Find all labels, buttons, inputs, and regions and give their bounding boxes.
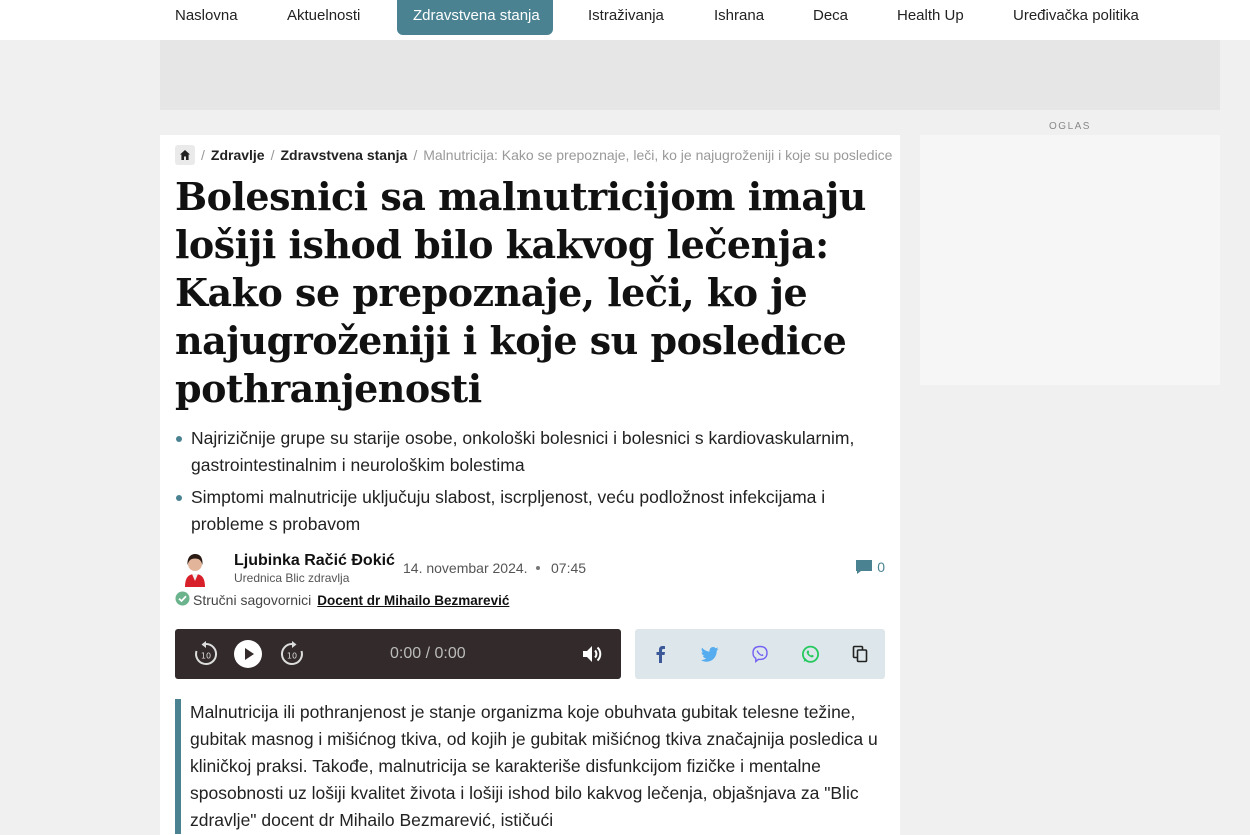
player-time: 0:00 / 0:00 [390, 645, 466, 662]
viber-icon[interactable] [748, 642, 772, 666]
author-avatar[interactable] [175, 547, 215, 587]
share-bar [635, 629, 885, 679]
article-lead: Malnutricija ili pothranjenost je stanje organizma koje obuhvata gubitak telesne težine, gubitak masnog i mišićnog tkiva, od kojih je gubitak mišićnog tkiva značajnija posledica u kliničkoj praksi. Takođe, malnutricija se karakteriše disfunkcijom fizičke i mentalne sposobnosti uz lošiji kvalitet života i lošiji ishod bilo kakvog lečenja, objašnjava za "Blic zdravlje" docent dr Mihailo Bezmarević, ističući [175, 699, 885, 834]
audio-player [175, 629, 621, 679]
breadcrumb-separator: / [270, 147, 275, 163]
experts-label: Stručni sagovornici [193, 592, 312, 608]
summary-item: Najrizičnije grupe su starije osobe, onkološki bolesnici i bolesnici s kardiovaskularnim, gastrointestinalnim i neurološkim bolestima [175, 425, 885, 479]
summary-list [175, 425, 885, 543]
breadcrumb-current: Malnutricija: Kako se prepoznaje, leči, ko je najugroženiji i koje su posledice [423, 147, 893, 163]
facebook-icon[interactable] [648, 642, 672, 666]
svg-text:10: 10 [200, 651, 212, 661]
nav-item-istrazivanja[interactable]: Istraživanja [588, 7, 664, 24]
author-name[interactable]: Ljubinka Račić Đokić [234, 552, 395, 569]
comment-icon [855, 559, 873, 575]
comment-count: 0 [877, 559, 885, 575]
twitter-icon[interactable] [698, 642, 722, 666]
home-icon[interactable] [175, 145, 195, 165]
play-icon [233, 639, 263, 669]
rewind-10-button[interactable] [191, 639, 221, 669]
comments-link[interactable] [855, 559, 885, 575]
author-row [175, 545, 885, 589]
breadcrumb-separator: / [413, 147, 418, 163]
rewind-icon [192, 640, 220, 668]
top-navigation [0, 0, 1250, 40]
publish-time: 07:45 [551, 560, 587, 576]
nav-item-deca[interactable]: Deca [813, 7, 849, 24]
breadcrumb-separator: / [201, 147, 205, 163]
forward-10-button[interactable] [277, 639, 307, 669]
nav-item-aktuelnosti[interactable]: Aktuelnosti [287, 7, 361, 24]
publish-date: 14. novembar 2024. [403, 560, 528, 576]
nav-item-health-up[interactable]: Health Up [897, 7, 964, 24]
svg-text:10: 10 [286, 651, 298, 661]
breadcrumb-item-zdravlje[interactable]: Zdravlje [210, 147, 265, 163]
nav-item-ishrana[interactable]: Ishrana [714, 7, 765, 24]
ad-banner[interactable] [160, 40, 1220, 110]
volume-button[interactable] [577, 639, 607, 669]
article-card [160, 135, 900, 835]
breadcrumb-item-zdravstvena-stanja[interactable]: Zdravstvena stanja [280, 147, 408, 163]
copy-link-icon[interactable] [848, 642, 872, 666]
expert-name-link[interactable]: Docent dr Mihailo Bezmarević [317, 592, 510, 608]
sidebar-ad[interactable] [920, 135, 1220, 385]
article-headline: Bolesnici sa malnutricijom imaju lošiji ishod bilo kakvog lečenja: Kako se prepoznaje, leči, ko je najugroženiji i koje su posledice pothranjenosti [175, 174, 866, 411]
summary-item: Simptomi malnutricije uključuju slabost, iscrpljenost, veću podložnost infekcijama i probleme s probavom [175, 484, 885, 538]
play-button[interactable] [233, 639, 263, 669]
expert-sources [175, 591, 509, 609]
ad-label: OGLAS [1049, 121, 1091, 132]
whatsapp-icon[interactable] [798, 642, 822, 666]
nav-item-zdravstvena-stanja[interactable]: Zdravstvena stanja [397, 0, 553, 35]
author-role: Urednica Blic zdravlja [234, 571, 350, 585]
nav-item-naslovna[interactable]: Naslovna [175, 7, 238, 24]
forward-icon [278, 640, 306, 668]
volume-icon [580, 642, 604, 666]
date-separator [536, 566, 540, 570]
nav-item-uredivacka-politika[interactable]: Uređivačka politika [1013, 7, 1139, 24]
breadcrumb [175, 145, 892, 165]
verified-check-icon [175, 591, 190, 609]
